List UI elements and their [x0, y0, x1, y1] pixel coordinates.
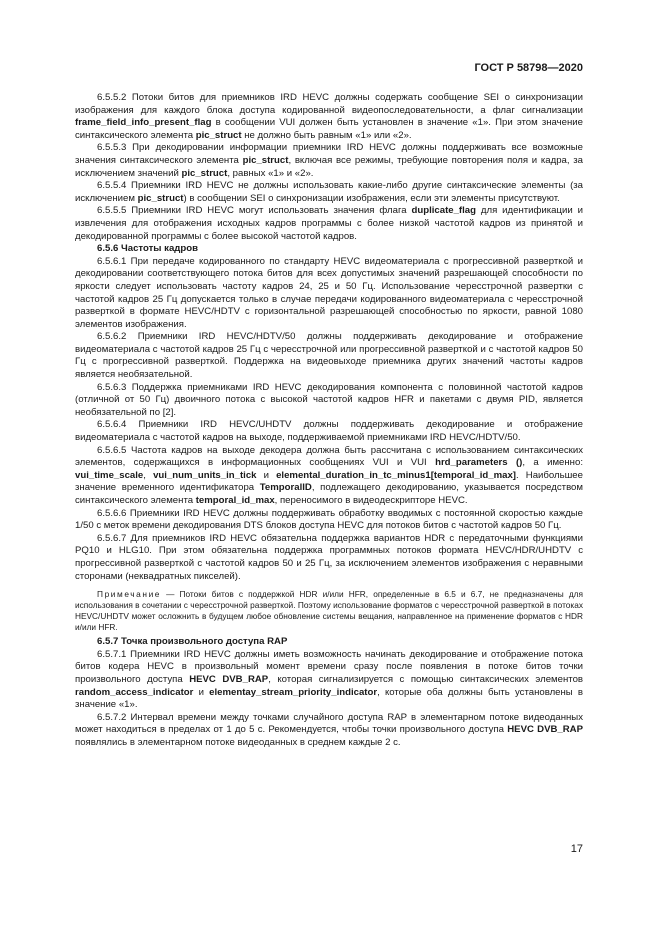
- body-paragraph: [75, 533, 583, 583]
- body-paragraph: [75, 712, 583, 750]
- syntax-element-term: HEVC DVB_RAP: [189, 673, 269, 685]
- syntax-element-term: pic_struct: [181, 167, 228, 179]
- syntax-element-term: TemporalID: [259, 482, 312, 494]
- paragraph-text: и: [256, 469, 277, 481]
- paragraph-text: 6.5.6.4 Приемники IRD HEVC/UHDTV должны поддерживать декодирование и отображение видеоматериала с частотой кадров на выходе, поддерживаемой приемниками IRD HEVC/HDTV/50.: [75, 419, 583, 444]
- document-standard-header: ГОСТ Р 58798—2020: [474, 62, 583, 74]
- syntax-element-term: vui_time_scale: [75, 469, 144, 481]
- paragraph-text: 6.5.6.1 При передаче кодированного по стандарту HEVC видеоматериала с прогрессивной разверткой и декодировании соответствующего потока битов для всех допустимых значений разрешающей способности по яркости следует использовать частоту кадров 24, 25 и 50 Гц. Использование чересстрочной развертки с частотой кадров 25 Гц допускается только в случае передачи кодированного видеоматериала с чересстрочной разверткой в формате HEVC/HDTV с горизонтальной разрешающей способностью по яркости, равной 1080 элементов изображения.: [75, 255, 583, 330]
- paragraph-text: , которые оба должны быть установлены в значение «1».: [75, 686, 583, 711]
- syntax-element-term: elementay_stream_priority_indicator: [209, 686, 378, 698]
- paragraph-text: 6.5.6.7 Для приемников IRD HEVC обязательна поддержка вариантов HDR с передаточными функциями PQ10 и HLG10. При этом обязательна поддержка программных потоков формата HEVC/HDR/UHDTV с прогрессивной разверткой с частотой кадров 50 и 25 Гц, за исключением элементов изображения с неравными сторонами (неквадратных пикселей).: [75, 532, 583, 582]
- syntax-element-term: elemental_duration_in_tc_minus1[temporal_id_max]: [276, 469, 516, 481]
- paragraph-text: 6.5.5.4 Приемники IRD HEVC не должны использовать какие-либо другие синтаксические элементы (за исключением: [75, 180, 583, 204]
- body-paragraph: [75, 205, 583, 243]
- section-heading: 6.5.7 Точка произвольного доступа RAP: [97, 636, 288, 648]
- body-paragraph: [75, 92, 583, 142]
- paragraph-text: 6.5.5.5 Приемники IRD HEVC могут использовать значения флага: [97, 205, 412, 217]
- syntax-element-term: HEVC DVB_RAP: [507, 724, 584, 736]
- syntax-element-term: hrd_parameters (): [435, 457, 523, 469]
- body-paragraph: [75, 419, 583, 444]
- page-number: 17: [570, 843, 583, 855]
- note-paragraph: [75, 589, 583, 633]
- paragraph-text: , которая сигнализируется с помощью синтаксических элементов: [268, 673, 583, 685]
- paragraph-text: ,: [143, 469, 154, 481]
- paragraph-text: 6.5.6.2 Приемники IRD HEVC/HDTV/50 должны поддерживать декодирование и отображение видеоматериала с частотой кадров 25 Гц с чересстрочной или прогрессивной разверткой и с частотой кадров 50 Гц с прогрессивной разверткой. Поддержка на видеовыходе приемника других значений частоты кадров является необязательной.: [75, 331, 583, 381]
- section-heading: 6.5.6 Частоты кадров: [97, 243, 199, 255]
- syntax-element-term: random_access_indicator: [75, 686, 194, 698]
- paragraph-text: не должно быть равным «1» или «2».: [241, 129, 412, 141]
- paragraph-text: 6.5.6.6 Приемники IRD HEVC должны поддерживать обработку вводимых с постоянной скоростью каждые 1/50 с меток времени декодирования DTS блоков доступа HEVC для потоков битов с частотой кадров 50 Гц.: [75, 507, 583, 532]
- document-body: [75, 92, 583, 750]
- body-paragraph: [75, 508, 583, 533]
- syntax-element-term: pic_struct: [137, 192, 184, 204]
- paragraph-text: , равных «1» и «2».: [227, 167, 314, 179]
- syntax-element-term: vui_num_units_in_tick: [153, 469, 257, 481]
- paragraph-text: ) в сообщении SEI о синхронизации изображения, если эти элементы присутствуют.: [183, 192, 560, 204]
- body-paragraph: [75, 331, 583, 381]
- paragraph-text: 6.5.6.3 Поддержка приемниками IRD HEVC декодирования компонента с половинной частотой кадров (отличной от 50 Гц) двоичного потока с высокой частотой кадров HFR и пакетами с двумя PID, является необязательной по [2].: [75, 381, 583, 418]
- paragraph-text: , переносимого в видеодескрипторе HEVC.: [274, 495, 468, 506]
- syntax-element-term: pic_struct: [195, 129, 242, 141]
- paragraph-text: и: [193, 686, 210, 698]
- paragraph-text: . Наибольшее значение временного идентификатора: [75, 469, 583, 494]
- syntax-element-term: temporal_id_max: [195, 495, 275, 506]
- paragraph-text: 6.5.6.5 Частота кадров на выходе декодера должна быть рассчитана с использованием синтаксических элементов, содержащихся в информационных сообщениях VUI и VUI: [75, 444, 583, 469]
- paragraph-text: , а именно:: [522, 457, 583, 469]
- body-paragraph: [75, 382, 583, 420]
- paragraph-text: , подлежащего декодированию, указывается посредством синтаксического элемента: [75, 482, 583, 506]
- body-paragraph: [75, 445, 583, 508]
- syntax-element-term: frame_field_info_present_flag: [75, 117, 212, 129]
- note-label: Примечание: [97, 589, 162, 600]
- paragraph-text: , включая все режимы, требующие повторения поля и кадра, за исключением значений: [75, 154, 583, 179]
- body-paragraph: [75, 256, 583, 332]
- paragraph-text: в сообщении VUI должен быть установлен в значение «1». При этом значение синтаксического элемента: [75, 117, 583, 141]
- body-paragraph: [75, 180, 583, 205]
- paragraph-text: 6.5.7.1 Приемники IRD HEVC должны иметь возможность начинать декодирование и отображение потока битов кодера HEVC в произвольный момент времени сразу после появления в потоке битов точки произвольного доступа: [75, 648, 583, 685]
- body-paragraph: [75, 142, 583, 180]
- paragraph-text: 6.5.5.3 При декодировании информации приемники IRD HEVC должны поддерживать все возможные значения синтаксического элемента: [75, 142, 583, 166]
- body-paragraph: [75, 649, 583, 712]
- syntax-element-term: duplicate_flag: [411, 205, 476, 217]
- paragraph-text: 6.5.5.2 Потоки битов для приемников IRD HEVC должны содержать сообщение SEI о синхронизации изображения для каждого блока доступа кодированной видеопоследовательности, а флаг сигнализации: [75, 92, 583, 116]
- paragraph-text: 6.5.7.2 Интервал времени между точками случайного доступа RAP в элементарном потоке видеоданных может находиться в пределах от 1 до 5 с. Рекомендуется, чтобы точки произвольного доступа: [75, 711, 583, 736]
- paragraph-text: для идентификации и извлечения для отображения исходных кадров программы с более низкой частотой кадров из принятой и декодированной программы с более высокой частотой кадров.: [75, 205, 583, 242]
- note-text: — Потоки битов с поддержкой HDR и/или HFR, определенные в 6.5 и 6.7, не предназначены для использования в сочетании с чересстрочной разверткой. Поэтому использование форматов с чересстрочной разверткой в потоках HEVC/UHDTV может осложнить в будущем любое обновление системы вещания, направленное на применение форматов с HDR и/или HFR.: [75, 589, 583, 633]
- syntax-element-term: pic_struct: [242, 154, 289, 166]
- paragraph-text: появлялись в элементарном потоке видеоданных в среднем каждые 2 с.: [75, 736, 401, 748]
